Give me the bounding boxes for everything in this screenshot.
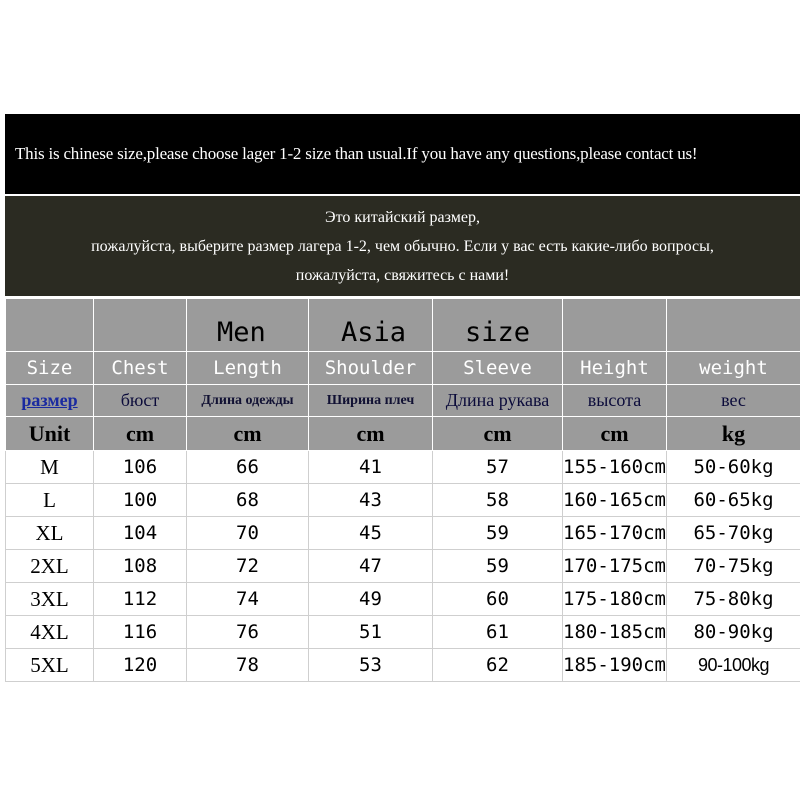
table-cell: 49 bbox=[309, 583, 433, 616]
header-ru-size: размер bbox=[6, 385, 94, 417]
table-cell: 58 bbox=[433, 484, 563, 517]
table-cell: 66 bbox=[187, 451, 309, 484]
unit-row bbox=[6, 417, 800, 451]
table-cell: 75-80kg bbox=[667, 583, 800, 616]
size-table bbox=[5, 298, 800, 682]
table-row bbox=[6, 649, 800, 682]
table-cell: 59 bbox=[433, 517, 563, 550]
table-cell: 65-70kg bbox=[667, 517, 800, 550]
table-cell: 53 bbox=[309, 649, 433, 682]
table-cell: 43 bbox=[309, 484, 433, 517]
table-row bbox=[6, 517, 800, 550]
header-shoulder: Shoulder bbox=[309, 352, 433, 385]
table-cell: 170-175cm bbox=[563, 550, 667, 583]
russian-notice-line: пожалуйста, выберите размер лагера 1-2, чем обычно. Если у вас есть какие-либо вопросы, bbox=[91, 237, 714, 255]
title-cell-asia: Asia bbox=[309, 299, 433, 352]
table-cell: 155-160cm bbox=[563, 451, 667, 484]
table-cell: 116 bbox=[94, 616, 187, 649]
table-cell: 47 bbox=[309, 550, 433, 583]
unit-cell: cm bbox=[563, 417, 667, 451]
table-cell: 50-60kg bbox=[667, 451, 800, 484]
russian-notice-line: пожалуйста, свяжитесь с нами! bbox=[295, 266, 510, 284]
table-cell: 175-180cm bbox=[563, 583, 667, 616]
table-title-row bbox=[6, 299, 800, 352]
header-size: Size bbox=[6, 352, 94, 385]
table-cell: 160-165cm bbox=[563, 484, 667, 517]
header-chest: Chest bbox=[94, 352, 187, 385]
table-row bbox=[6, 451, 800, 484]
table-cell: 104 bbox=[94, 517, 187, 550]
table-cell: 45 bbox=[309, 517, 433, 550]
table-cell: 60 bbox=[433, 583, 563, 616]
title-cell-size: size bbox=[433, 299, 563, 352]
header-weight: weight bbox=[667, 352, 800, 385]
table-cell: 76 bbox=[187, 616, 309, 649]
table-cell: 100 bbox=[94, 484, 187, 517]
table-cell: 61 bbox=[433, 616, 563, 649]
size-label-cell: L bbox=[6, 484, 94, 517]
table-cell: 120 bbox=[94, 649, 187, 682]
table-cell: 106 bbox=[94, 451, 187, 484]
title-cell bbox=[94, 299, 187, 352]
unit-label: Unit bbox=[6, 417, 94, 451]
table-cell: 185-190cm bbox=[563, 649, 667, 682]
header-ru-weight: вес bbox=[667, 385, 800, 417]
unit-cell: cm bbox=[309, 417, 433, 451]
size-label-cell: 5XL bbox=[6, 649, 94, 682]
table-cell: 80-90kg bbox=[667, 616, 800, 649]
size-label-cell: M bbox=[6, 451, 94, 484]
table-row bbox=[6, 616, 800, 649]
table-cell: 62 bbox=[433, 649, 563, 682]
table-row bbox=[6, 550, 800, 583]
table-cell: 51 bbox=[309, 616, 433, 649]
title-cell bbox=[667, 299, 800, 352]
table-cell: 108 bbox=[94, 550, 187, 583]
size-data-rows bbox=[6, 451, 800, 682]
table-row bbox=[6, 583, 800, 616]
unit-cell: cm bbox=[187, 417, 309, 451]
title-cell bbox=[563, 299, 667, 352]
russian-notice-line: Это китайский размер, bbox=[325, 208, 480, 226]
table-cell: 72 bbox=[187, 550, 309, 583]
unit-cell: cm bbox=[94, 417, 187, 451]
size-label-cell: 3XL bbox=[6, 583, 94, 616]
title-cell-men: Men bbox=[187, 299, 309, 352]
table-cell: 57 bbox=[433, 451, 563, 484]
header-height: Height bbox=[563, 352, 667, 385]
header-ru-sleeve: Длина рукава bbox=[433, 385, 563, 417]
table-cell: 74 bbox=[187, 583, 309, 616]
header-ru-chest: бюст bbox=[94, 385, 187, 417]
table-cell: 60-65kg bbox=[667, 484, 800, 517]
header-row-english bbox=[6, 352, 800, 385]
header-sleeve: Sleeve bbox=[433, 352, 563, 385]
table-cell: 41 bbox=[309, 451, 433, 484]
header-ru-length: Длина одежды bbox=[187, 385, 309, 417]
table-cell: 59 bbox=[433, 550, 563, 583]
header-length: Length bbox=[187, 352, 309, 385]
russian-notice bbox=[5, 196, 800, 296]
table-cell: 70-75kg bbox=[667, 550, 800, 583]
header-ru-shoulder: Ширина плеч bbox=[309, 385, 433, 417]
english-notice bbox=[5, 114, 800, 194]
table-cell: 70 bbox=[187, 517, 309, 550]
table-cell: 90-100kg bbox=[667, 649, 800, 682]
table-cell: 112 bbox=[94, 583, 187, 616]
table-cell: 180-185cm bbox=[563, 616, 667, 649]
table-cell: 165-170cm bbox=[563, 517, 667, 550]
table-row bbox=[6, 484, 800, 517]
unit-cell: kg bbox=[667, 417, 800, 451]
title-cell bbox=[6, 299, 94, 352]
header-row-russian bbox=[6, 385, 800, 417]
size-label-cell: 2XL bbox=[6, 550, 94, 583]
unit-cell: cm bbox=[433, 417, 563, 451]
table-cell: 78 bbox=[187, 649, 309, 682]
size-label-cell: XL bbox=[6, 517, 94, 550]
size-label-cell: 4XL bbox=[6, 616, 94, 649]
header-ru-height: высота bbox=[563, 385, 667, 417]
english-notice-text: This is chinese size,please choose lager 1-2 size than usual.If you have any questions,please contact us! bbox=[15, 144, 698, 163]
table-cell: 68 bbox=[187, 484, 309, 517]
